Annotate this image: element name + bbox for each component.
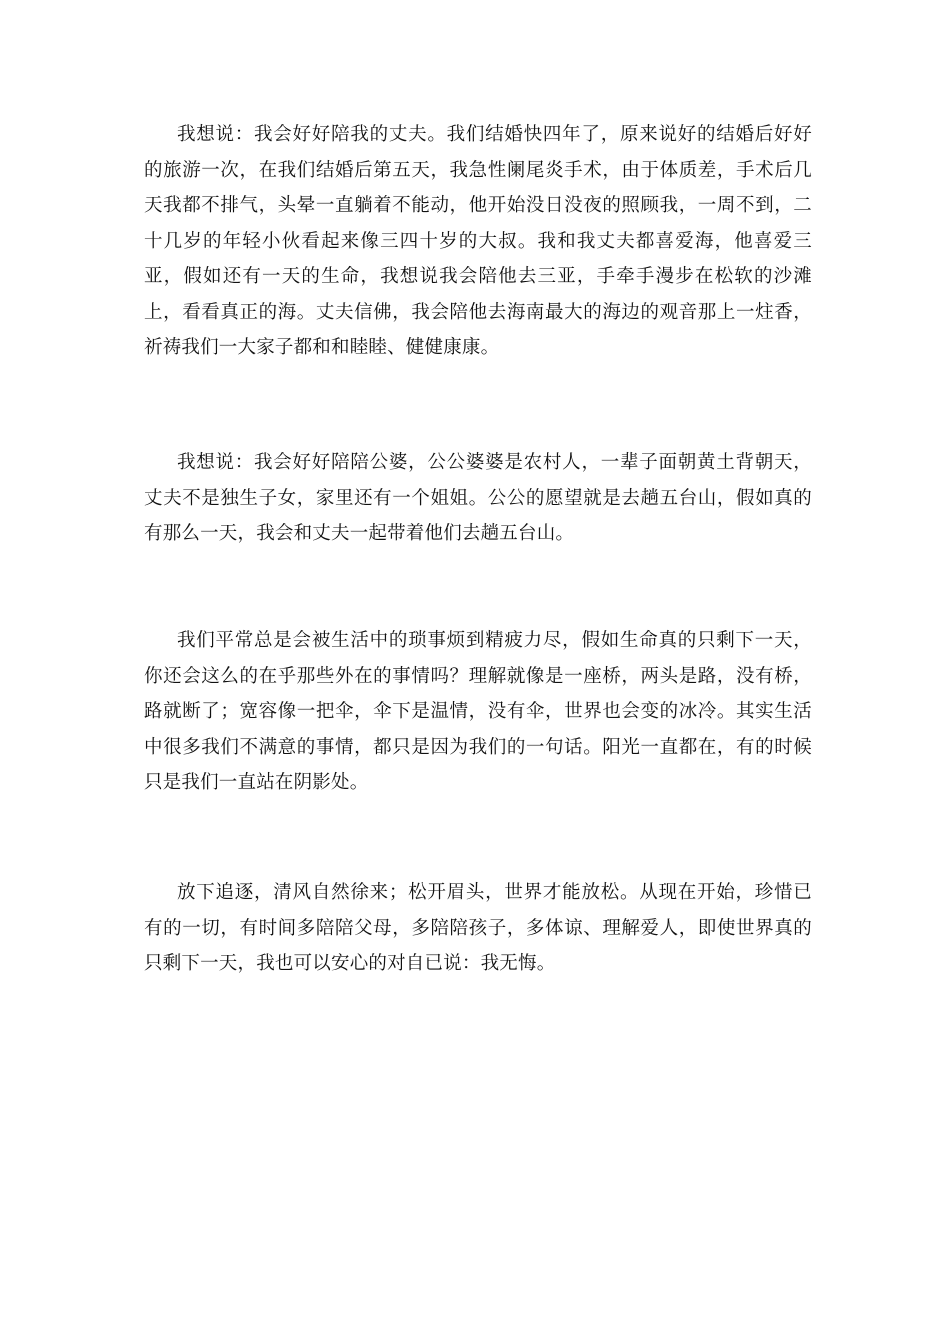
paragraph-accompany-parents-in-law: 我想说：我会好好陪陪公婆，公公婆婆是农村人，一辈子面朝黄土背朝天，丈夫不是独生子女，家里还有一个姐姐。公公的愿望就是去趟五台山，假如真的有那么一天，我会和丈夫一起带着他们去趟五台山。 bbox=[144, 452, 812, 544]
paragraph-understanding-tolerance: 我们平常总是会被生活中的琐事烦到精疲力尽，假如生命真的只剩下一天，你还会这么的在乎那些外在的事情吗？理解就像是一座桥，两头是路，没有桥，路就断了；宽容像一把伞，伞下是温情，没有伞，世界也会变的冰冷。其实生活中很多我们不满意的事情，都只是因为我们的一句话。阳光一直都在，有的时候只是我们一直站在阴影处。 bbox=[144, 630, 812, 793]
paragraph-no-regrets: 放下追逐，清风自然徐来；松开眉头，世界才能放松。从现在开始，珍惜已有的一切，有时间多陪陪父母，多陪陪孩子，多体谅、理解爱人，即使世界真的只剩下一天，我也可以安心的对自已说：我无悔。 bbox=[144, 882, 812, 974]
paragraph-accompany-husband: 我想说：我会好好陪我的丈夫。我们结婚快四年了，原来说好的结婚后好好的旅游一次，在我们结婚后第五天，我急性阑尾炎手术，由于体质差，手术后几天我都不排气，头晕一直躺着不能动，他开始没日没夜的照顾我，一周不到，二十几岁的年轻小伙看起来像三四十岁的大叔。我和我丈夫都喜爱海，他喜爱三亚，假如还有一天的生命，我想说我会陪他去三亚，手牵手漫步在松软的沙滩上，看看真正的海。丈夫信佛，我会陪他去海南最大的海边的观音那上一炷香，祈祷我们一大家子都和和睦睦、健健康康。 bbox=[144, 124, 812, 358]
